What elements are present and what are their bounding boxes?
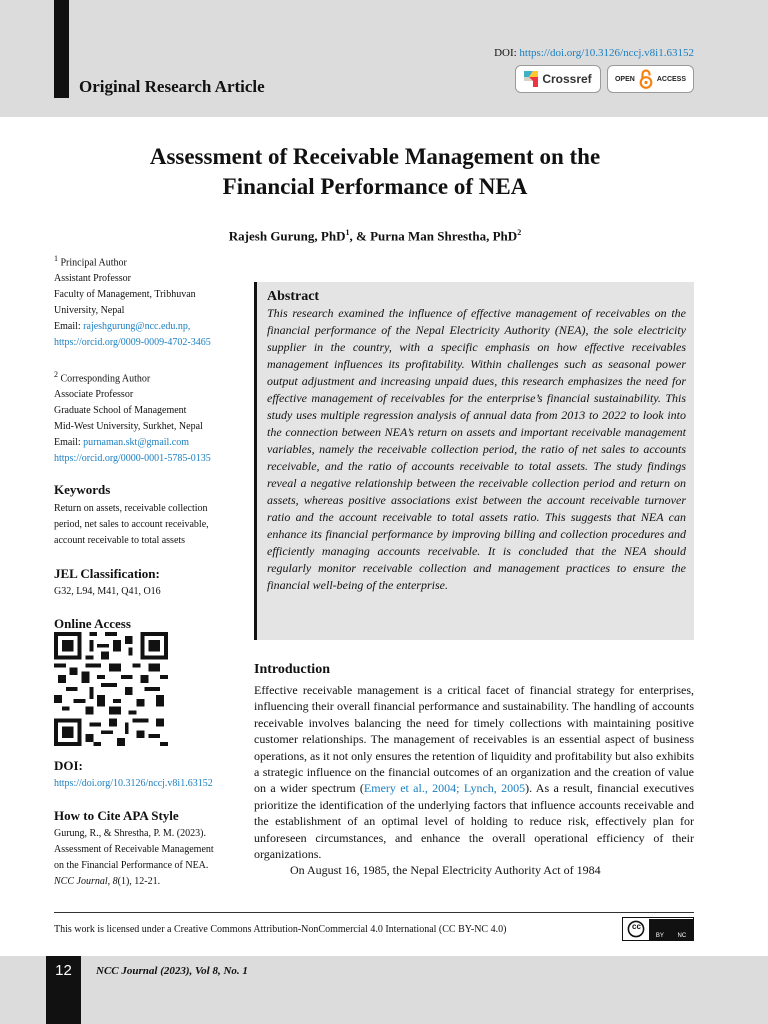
open-access-lock-icon xyxy=(639,69,653,89)
cite-heading: How to Cite APA Style xyxy=(54,808,179,823)
online-access-section xyxy=(54,616,244,632)
cite-rest: (1), 12-21. xyxy=(117,876,161,887)
author-2-role: Corresponding Author xyxy=(58,373,151,385)
cite-line-2: Assessment of Receivable Management xyxy=(54,844,214,855)
author-1-affil-1: Faculty of Management, Tribhuvan xyxy=(54,289,196,301)
keywords-line-3: account receivable to total assets xyxy=(54,535,186,546)
intro-p1-after: ). As a result, financial executives prioritize the identification of the underlying factors that influence accounts receivable and the establishment of an optimal level of holding to reduce risk, effectively plan for unforeseen circumstances, and enhance the overall operational efficiency of their organizations. xyxy=(254,781,695,862)
online-access-heading: Online Access xyxy=(54,616,131,631)
cc-terms xyxy=(649,919,693,940)
cc-logo xyxy=(623,919,649,940)
doi-side-link[interactable]: https://doi.org/10.3126/nccj.v8i1.63152 xyxy=(54,778,213,789)
jel-codes: G32, L94, M41, Q41, O16 xyxy=(54,586,161,597)
title-line-1: Assessment of Receivable Management on the xyxy=(149,144,601,169)
cite-line-3: on the Financial Performance of NEA. xyxy=(54,860,209,871)
author-1-email-link[interactable]: rajeshgurung@ncc.edu.np, xyxy=(83,321,191,333)
paper-title xyxy=(60,142,690,202)
author-1-affil-2: University, Nepal xyxy=(54,305,125,317)
author-1-email-label: Email: xyxy=(54,321,84,333)
author-2-sup: 2 xyxy=(517,228,522,237)
author-2-name: Purna Man Shrestha, PhD xyxy=(370,228,518,244)
header-doi-label: DOI: xyxy=(494,47,520,59)
author-1-orcid-link[interactable]: https://orcid.org/0009-0009-4702-3465 xyxy=(54,337,211,349)
introduction-heading: Introduction xyxy=(254,662,330,677)
intro-citation-link[interactable]: Emery et al., 2004; Lynch, 2005 xyxy=(363,781,526,796)
intro-p1-before: Effective receivable management is a critical facet of financial strategy for enterprises, influencing their overall financial performance and sustainability. The handling of accounts receivable involves balancing the need for timely collections with maintaining positive customer relationships. The management of receivables is an essential aspect of business operations, as it not only ensures the retention of liquidity and profitability but also exhibits a strategic influence on the financial outcomes of an organization and the creation of value on a wider spectrum ( xyxy=(254,683,694,796)
author-1-info-sup: 1 xyxy=(54,254,58,263)
license-text: This work is licensed under a Creative Commons Attribution-NonCommercial 4.0 International (CC BY-NC 4.0) xyxy=(54,924,507,935)
author-2-affil-2: Mid-West University, Surkhet, Nepal xyxy=(54,421,203,433)
doi-heading: DOI: xyxy=(54,758,83,773)
crossref-badge[interactable] xyxy=(515,65,601,93)
crossref-icon xyxy=(524,71,538,87)
author-2-affil-1: Graduate School of Management xyxy=(54,405,187,417)
author-2-email-label: Email: xyxy=(54,437,84,449)
abstract-text: This research examined the influence of effective management of receivables on the financial performance of the Nepal Electricity Authority (NEA), the sole electricity supplier in the country, with a specific emphasis on how effective receivables management influences its profitability. Within challenges such as seasonal power output adjustment and increasing unpaid dues, this research emphasizes the need for effective management of receivables for the enterprise’s financial sustainability. This study uses multiple regression analysis of annual data from 2013 to 2022 to look into the connection between NEA’s return on assets and important receivable management variables, namely the receivable collection period, the ratio of net sales to accounts receivable, and the ratio of accounts receivable to total assets. The study findings reveal a negative relationship between the receivable collection period and return on assets, whereas positive associations exist between the account receivable turnover ratio and the account receivable to total assets ratio. This suggests that NEA can enhance its financial performance by improving billing and collection procedures and efficiently managing accounts receivable. It is concluded that the NEA should regularly monitor receivable collection and management practices to ensure the financial well-being of the enterprise. xyxy=(267,306,686,592)
crossref-label: Crossref xyxy=(542,72,592,86)
cite-section: How to Cite APA Style Gurung, R., & Shrestha, P. M. (2023). Assessment of Receivable Management on the Financial Performance of NEA. NCC Journal, 8(1), 12-21. xyxy=(54,808,244,890)
access-label: ACCESS xyxy=(656,75,687,83)
cite-journal: NCC Journal xyxy=(54,876,108,887)
author-2-email-link[interactable]: purnaman.skt@gmail.com xyxy=(83,437,190,449)
cc-nc-label: NC xyxy=(677,932,687,939)
doi-section xyxy=(54,758,244,792)
open-access-badge[interactable] xyxy=(607,65,694,93)
keywords-line-1: Return on assets, receivable collection xyxy=(54,503,208,514)
introduction-paragraph-1 xyxy=(254,682,694,862)
keywords-section xyxy=(54,482,244,549)
header-doi-link[interactable]: https://doi.org/10.3126/nccj.v8i1.63152 xyxy=(519,47,694,59)
keywords-heading: Keywords xyxy=(54,482,111,497)
author-1-role: Principal Author xyxy=(58,257,127,269)
introduction-body xyxy=(254,682,694,879)
author-separator: , & xyxy=(349,228,371,244)
author-1-position: Assistant Professor xyxy=(54,273,131,285)
cite-line-1: Gurung, R., & Shrestha, P. M. (2023). xyxy=(54,828,206,839)
qr-code[interactable] xyxy=(54,632,168,746)
journal-footer: NCC Journal (2023), Vol 8, No. 1 xyxy=(96,965,248,977)
author-2-orcid-link[interactable]: https://orcid.org/0000-0001-5785-0135 xyxy=(54,453,211,465)
cc-label: cc xyxy=(632,922,641,931)
open-label: OPEN xyxy=(614,75,635,83)
keywords-line-2: period, net sales to account receivable, xyxy=(54,519,209,530)
footer-divider xyxy=(54,912,694,913)
jel-heading: JEL Classification: xyxy=(54,566,160,581)
author-2-info-sup: 2 xyxy=(54,370,58,379)
page-number: 12 xyxy=(55,962,72,979)
author-line xyxy=(60,228,690,244)
abstract-box xyxy=(254,282,694,640)
author-1-info xyxy=(54,251,244,351)
cc-by-label: BY xyxy=(655,932,664,939)
title-line-2: Financial Performance of NEA xyxy=(222,174,528,199)
cc-by-nc-badge[interactable] xyxy=(622,917,694,941)
article-type: Original Research Article xyxy=(79,77,265,96)
author-2-position: Associate Professor xyxy=(54,389,134,401)
author-2-info xyxy=(54,367,244,467)
abstract-heading: Abstract xyxy=(267,289,320,304)
cite-volume: 8 xyxy=(112,876,118,887)
author-1-name: Rajesh Gurung, PhD xyxy=(228,228,346,244)
header-accent-bar xyxy=(54,0,69,98)
author-1-sup: 1 xyxy=(345,228,350,237)
jel-section xyxy=(54,566,244,600)
header-doi xyxy=(494,47,694,59)
introduction-paragraph-2: On August 16, 1985, the Nepal Electricity Authority Act of 1984 xyxy=(290,863,601,878)
